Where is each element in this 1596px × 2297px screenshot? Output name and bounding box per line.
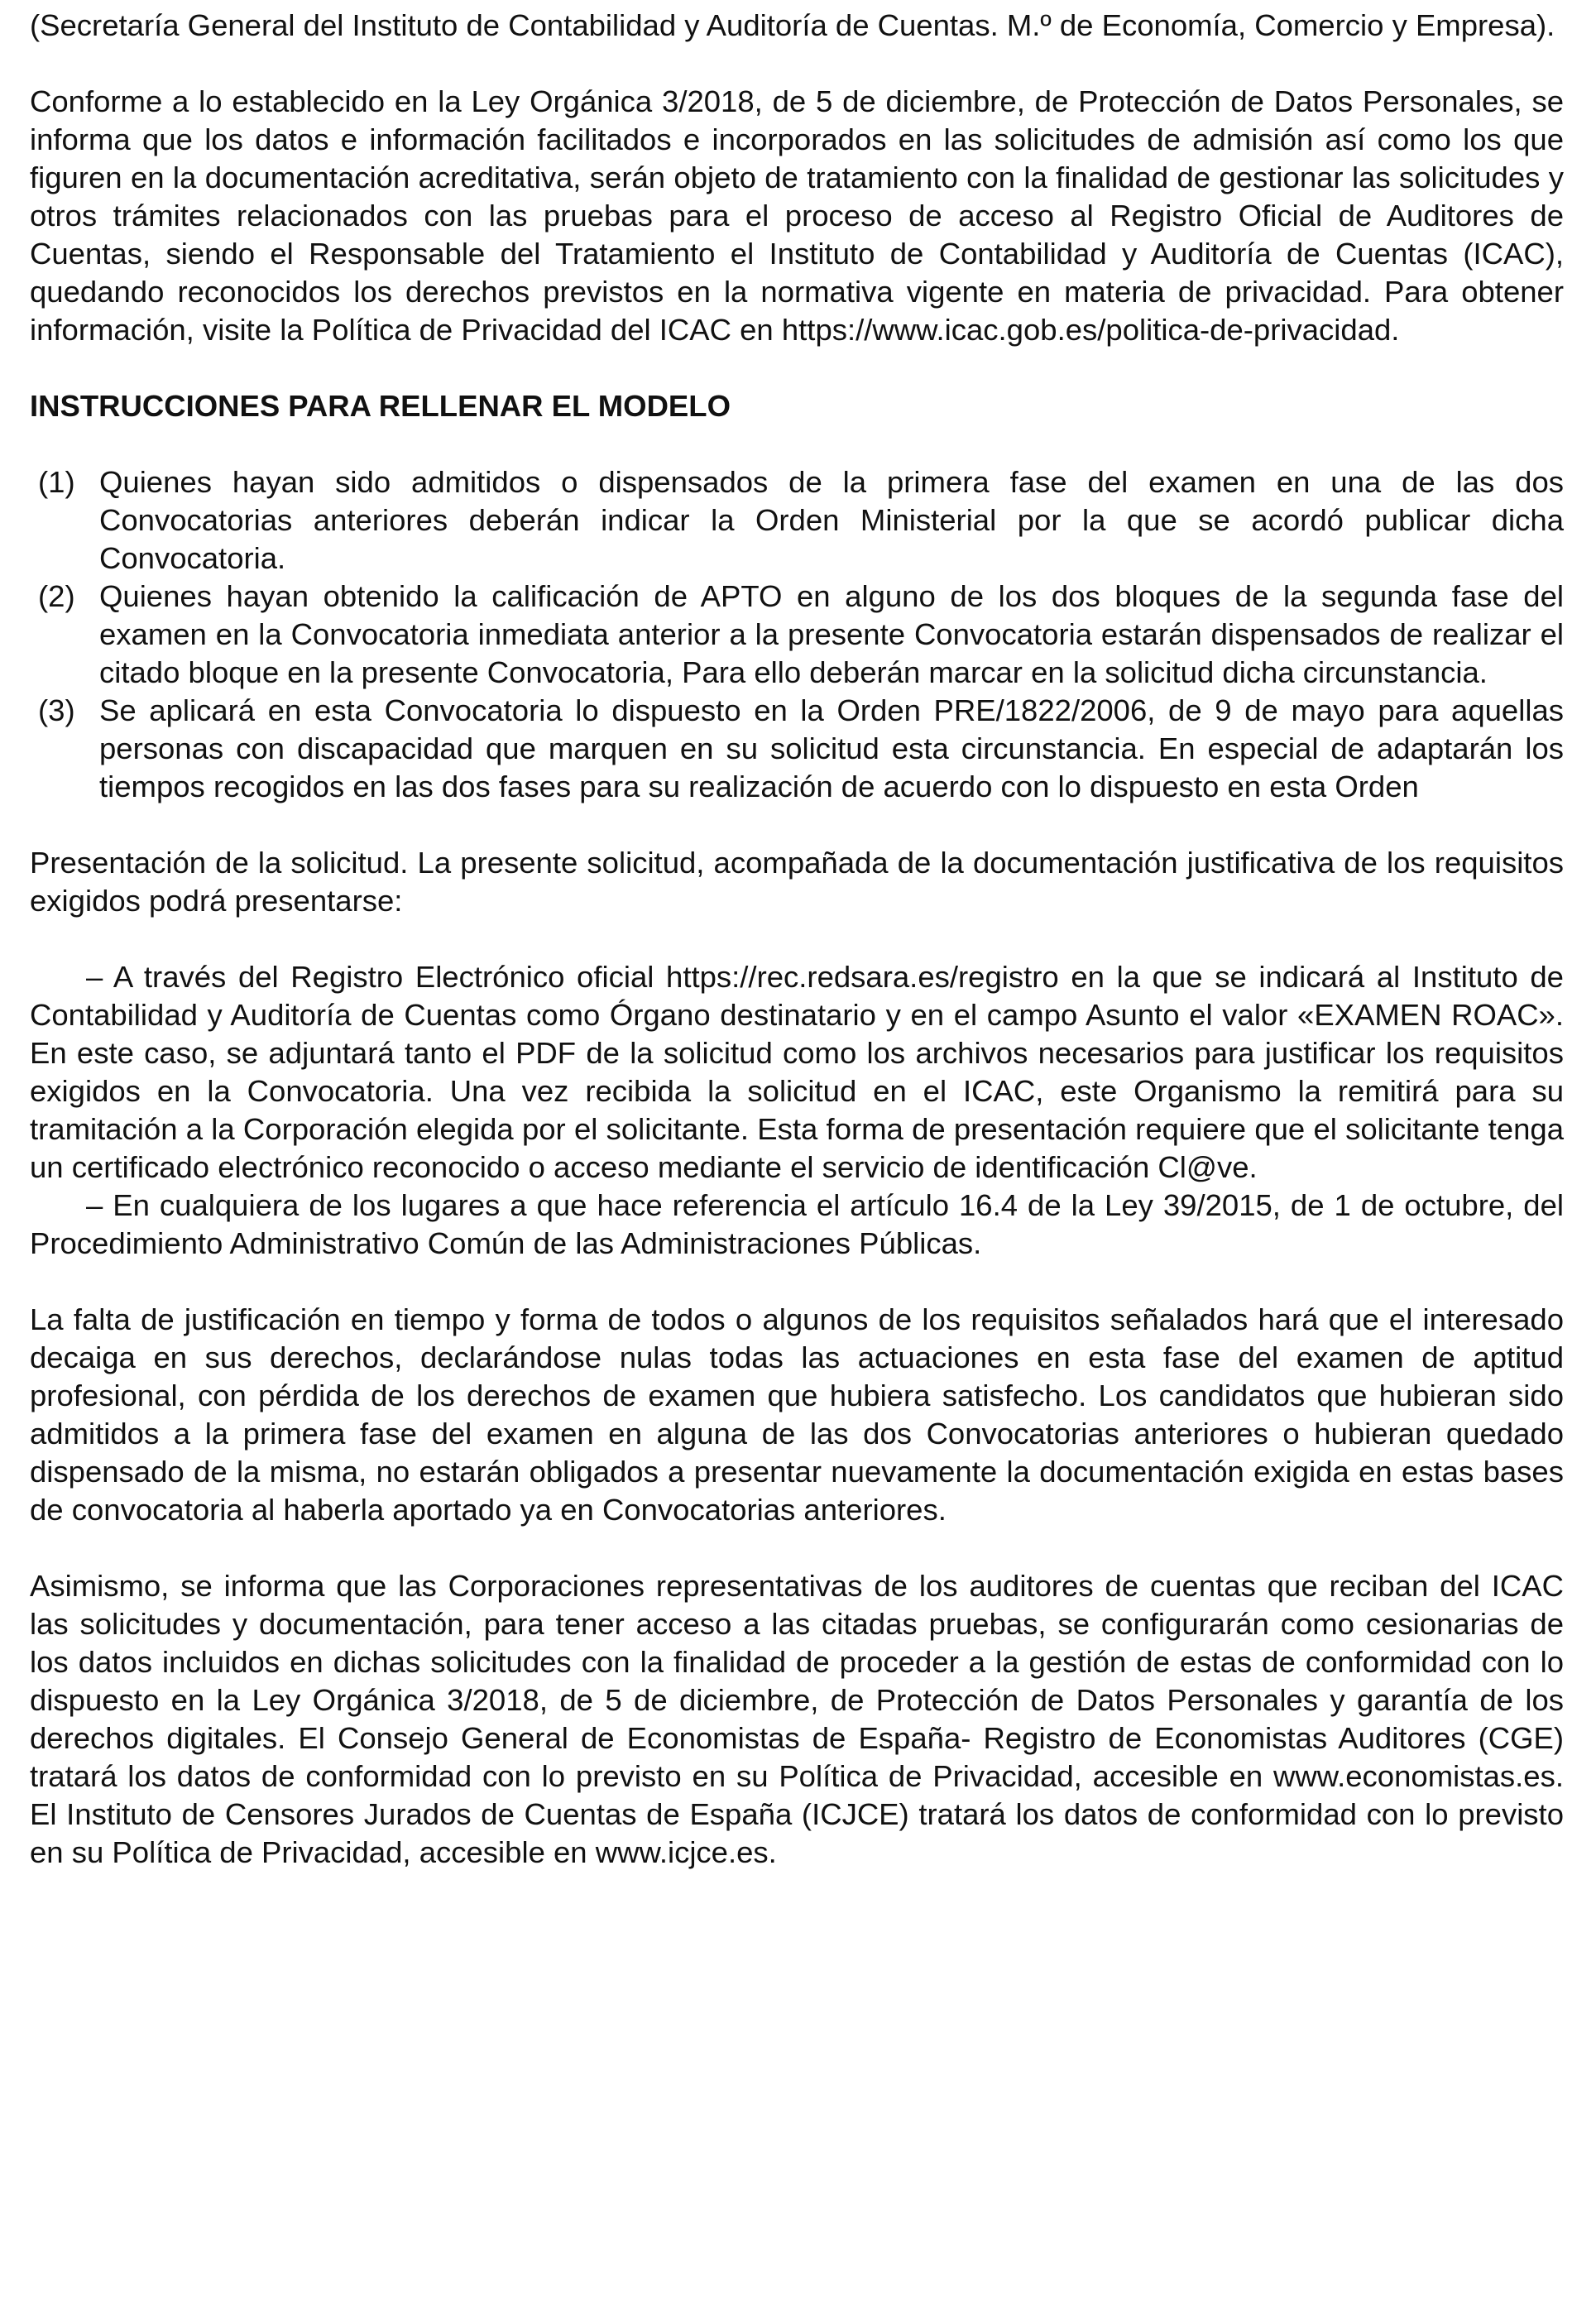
instruction-text: Quienes hayan obtenido la calificación de APTO en alguno de los dos bloques de la segunda fase del examen en la Convocatoria inmediata anterior a la presente Convocatoria estarán dispensados de realizar el citado bloque en la presente Convocatoria, Para ello deberán marcar en la solicitud dicha circunstancia. [99,579,1564,689]
instruction-text: Se aplicará en esta Convocatoria lo dispuesto en la Orden PRE/1822/2006, de 9 de mayo para aquellas personas con discapacidad que marquen en su solicitud esta circunstancia. En especial de adaptarán los tiempos recogidos en las dos fases para su realización de acuerdo con lo dispuesto en esta Orden [99,693,1564,803]
justification-paragraph: La falta de justificación en tiempo y forma de todos o algunos de los requisitos señalados hará que el interesado decaiga en sus derechos, declarándose nulas todas las actuaciones en esta fase del examen de aptitud profesional, con pérdida de los derechos de examen que hubiera satisfecho. Los candidatos que hubieran sido admitidos a la primera fase del examen en alguna de las dos Convocatorias anteriores o hubieran quedado dispensado de la misma, no estarán obligados a presentar nuevamente la documentación exigida en estas bases de convocatoria al haberla aportado ya en Convocatorias anteriores. [30,1302,1564,1527]
spacer [30,349,1564,387]
spacer [30,806,1564,844]
corporations-paragraph: Asimismo, se informa que las Corporaciones representativas de los auditores de cuentas que reciban del ICAC las solicitudes y documentación, para tener acceso a las citadas pruebas, se configurarán como cesionarias de los datos incluidos en dichas solicitudes con la finalidad de proceder a la gestión de estas de conformidad con lo dispuesto en la Ley Orgánica 3/2018, de 5 de diciembre, de Protección de Datos Personales y garantía de los derechos digitales. El Consejo General de Economistas de España- Registro de Economistas Auditores (CGE) tratará los datos de conformidad con lo previsto en su Política de Privacidad, accesible en www.economistas.es. El Instituto de Censores Jurados de Cuentas de España (ICJCE) tratará los datos de conformidad con lo previsto en su Política de Privacidad, accesible en www.icjce.es. [30,1569,1564,1869]
spacer [30,1529,1564,1567]
presentation-intro: Presentación de la solicitud. La presente solicitud, acompañada de la documentación justificativa de los requisitos exigidos podrá presentarse: [30,846,1564,918]
presentation-option-in-person: – En cualquiera de los lugares a que hace referencia el artículo 16.4 de la Ley 39/2015, de 1 de octubre, del Procedimiento Administrativo Común de las Administraciones Públicas. [30,1188,1564,1260]
spacer [30,1263,1564,1301]
instruction-text: Quienes hayan sido admitidos o dispensados de la primera fase del examen en una de las dos Convocatorias anteriores deberán indicar la Orden Ministerial por la que se acordó publicar dicha Convocatoria. [99,465,1564,575]
spacer [30,425,1564,463]
privacy-paragraph: Conforme a lo establecido en la Ley Orgánica 3/2018, de 5 de diciembre, de Protección de Datos Personales, se informa que los datos e información facilitados e incorporados en las solicitudes de admisión así como los que figuren en la documentación acreditativa, serán objeto de tratamiento con la finalidad de gestionar las solicitudes y otros trámites relacionados con las pruebas para el proceso de acceso al Registro Oficial de Auditores de Cuentas, siendo el Responsable del Tratamiento el Instituto de Contabilidad y Auditoría de Cuentas (ICAC), quedando reconocidos los derechos previstos en la normativa vigente en materia de privacidad. Para obtener información, visite la Política de Privacidad del ICAC en https://www.icac.gob.es/politica-de-privacidad. [30,84,1564,347]
instruction-number: (2) [38,579,75,613]
instruction-item [30,692,1564,806]
secretaria-continuation: (Secretaría General del Instituto de Contabilidad y Auditoría de Cuentas. M.º de Economía, Comercio y Empresa). [30,8,1555,42]
instruction-number: (1) [38,465,75,499]
instructions-title: INSTRUCCIONES PARA RELLENAR EL MODELO [30,389,731,423]
presentation-option-electronic: – A través del Registro Electrónico oficial https://rec.redsara.es/registro en la que se indicará al Instituto de Contabilidad y Auditoría de Cuentas como Órgano destinatario y en el campo Asunto el valor «EXAMEN ROAC». En este caso, se adjuntará tanto el PDF de la solicitud como los archivos necesarios para justificar los requisitos exigidos en la Convocatoria. Una vez recibida la solicitud en el ICAC, este Organismo la remitirá para su tramitación a la Corporación elegida por el solicitante. Esta forma de presentación requiere que el solicitante tenga un certificado electrónico reconocido o acceso mediante el servicio de identificación Cl@ve. [30,960,1564,1184]
instruction-item [30,578,1564,692]
spacer [30,920,1564,958]
spacer [30,45,1564,83]
instruction-number: (3) [38,693,75,727]
instruction-item [30,463,1564,578]
document-page [30,7,1564,1872]
instructions-list [30,463,1564,806]
